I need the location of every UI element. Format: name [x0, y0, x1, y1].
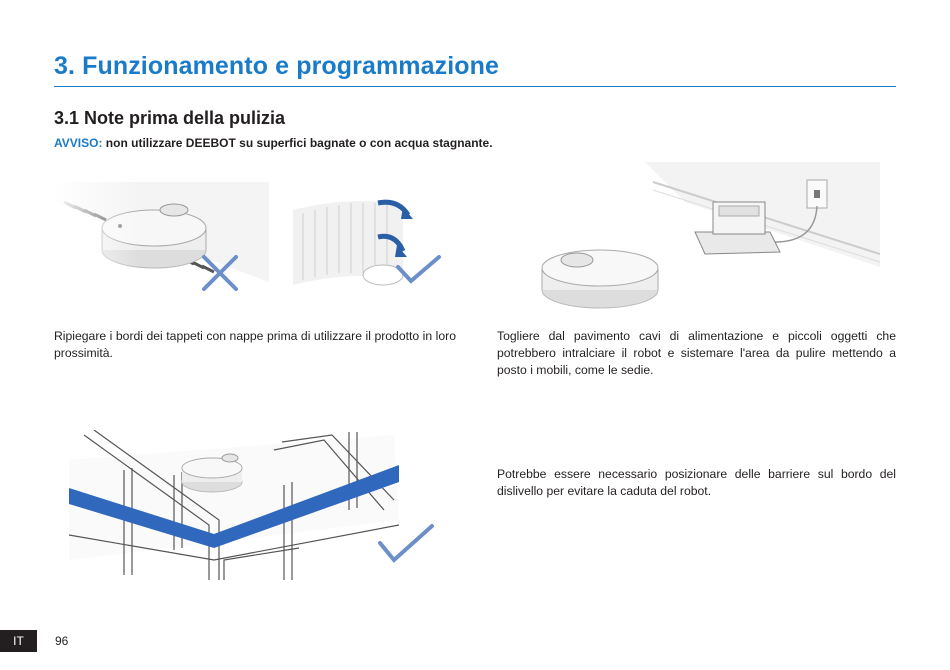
robot-carpet-tassels-illustration — [54, 162, 269, 302]
paragraph-barriers: Potrebbe essere necessario posizionare delle barriere sul bordo del dislivello per evitare la caduta del robot. — [497, 467, 896, 498]
robot-vacuum-icon — [542, 250, 658, 308]
stairs-barrier-illustration — [54, 430, 454, 580]
chapter-divider — [54, 86, 896, 87]
chapter-title: 3. Funzionamento e programmazione — [54, 52, 500, 80]
page-number: 96 — [55, 634, 69, 648]
warning-text: non utilizzare DEEBOT su superfici bagnate o con acqua stagnante. — [105, 136, 493, 150]
check-mark-icon — [398, 257, 439, 281]
section-title: 3.1 Note prima della pulizia — [54, 108, 286, 128]
paragraph-cables: Togliere dal pavimento cavi di alimentazione e piccoli oggetti che potrebbero intralciare il robot e sistemare l'area da pulire mettendo a posto i mobili, come le sedie. — [497, 329, 896, 377]
warning-notice — [54, 136, 493, 150]
folded-carpet-illustration — [283, 185, 458, 300]
paragraph-carpet: Ripiegare i bordi dei tappeti con nappe prima di utilizzare il prodotto in loro prossimità. — [54, 329, 456, 360]
robot-dock-cable-illustration — [535, 162, 880, 310]
language-tab: IT — [0, 630, 37, 652]
warning-label: AVVISO: — [54, 136, 103, 150]
check-mark-icon — [380, 526, 432, 560]
